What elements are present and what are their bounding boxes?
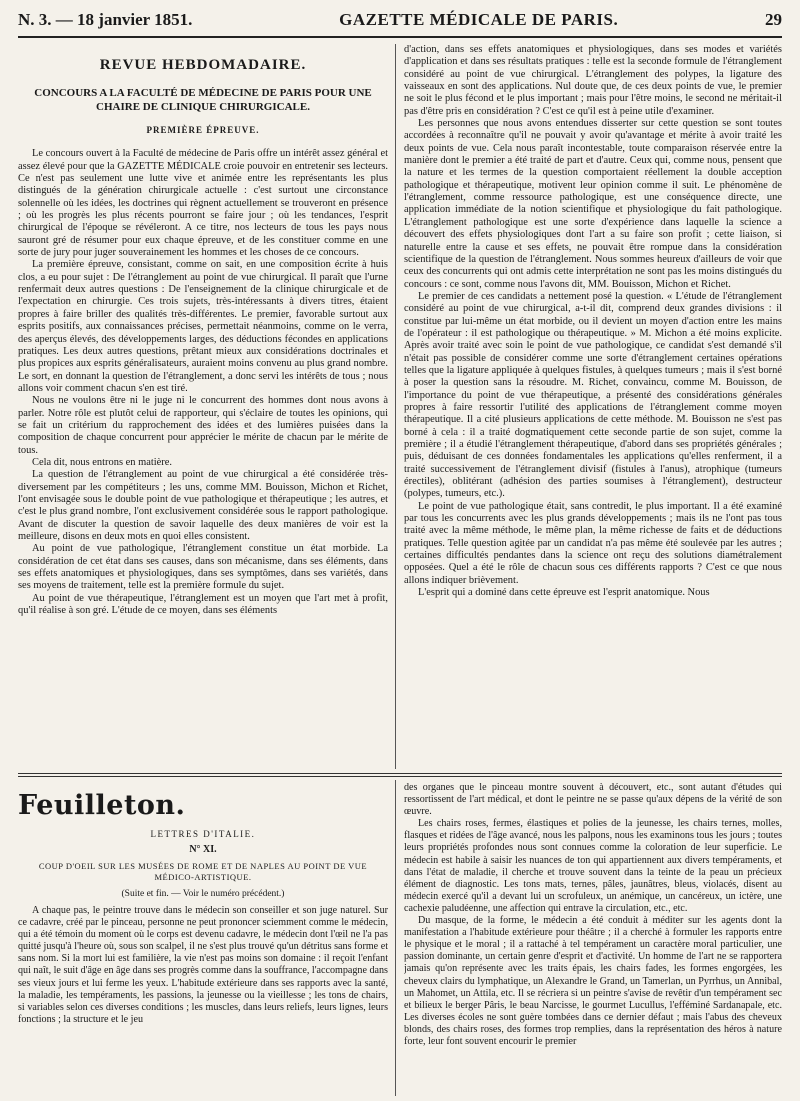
column-divider [395,44,396,769]
revue-title: REVUE HEBDOMADAIRE. [99,57,307,73]
paragraph: Nous ne voulons être ni le juge ni le concurrent des hommes dont nous avons à parler. Notre rôle est plutôt celui de rapporteur, qui s'éclaire de toutes les opinions, qui se fait un critérium du rapprochement des idées et des lumières puisées dans la composition de chaque concurrent pour apprécier le mérite de chacun par le mérite de tous. [18,395,388,456]
column-divider [395,780,396,1096]
paragraph: Au point de vue thérapeutique, l'étranglement est un moyen que l'art met à profit, qu'il réalise à son gré. L'étude de ce moyen, dans ses éléments [18,592,388,617]
page-number: 29 [764,10,782,29]
epreuve-heading: PREMIÈRE ÉPREUVE. [146,125,260,135]
paragraph: Les personnes que nous avons entendues disserter sur cette question se sont toutes accordées à reconnaître qu'il ne pouvait y avoir qu'avantage et mérite à avoir traité les deux points de vue. Cela nous paraît incontestable, toute comparaison réservée entre la manière dont le premier a été traité de part et d'autre. Ceux qui, comme nous, pensent que la nature et les termes de la question comportaient réellement la double acception pathologique et thérapeutique, motivent leur opinion comme il suit. Le phénomène de l'étranglement, comme ressource pathologique, est une conséquence directe, une application immédiate de la notion scientifique et physiologique du fait pathologique. L'étranglement pathologique est une sorte d'expérience dans laquelle la science a découvert des effets physiologiques dont l'art a su faire son profit ; cette liaison, si naturelle entre la cause et ses effets, ne pouvait être rompue dans la considération scientifique de la question de l'étranglement. Nous sommes heureux d'ailleurs de voir que ceux des concurrents qui ont admis cette interprétation ne sont pas les moins distingués du concours : ce sont, comme nous l'avons dit, MM. Bouisson, Michon et Richet. [404,118,782,290]
paragraph: A chaque pas, le peintre trouve dans le médecin son conseiller et son juge naturel. Sur ce cadavre, créé par le pinceau, personne ne peut prononcer sciemment comme le médecin, qui a été témoin du moment où le corps est devenu cadavre, le médecin dont l'œil ne l'a pas quitté jusqu'à l'heure où, sous son scalpel, il ne s'est plus trouvé qu'un détritus sans forme et sans nom. Si la mort lui est familière, la vie n'est pas moins son domaine : il reçoit l'enfant qui naît, le suit d'âge en âge dans ses progrès comme dans la souffrance, l'accompagne dans ses vieux jours et lui ferme les yeux. L'habitude extérieure dans ses rapports avec la santé, la maladie, les tempéraments, les passions, la jeunesse ou la vieillesse ; les tons de chairs, si variables selon ces diverses conditions ; les muscles, dans leurs reliefs, leurs lignes, leurs fonctions ; la structure et le jeu [18,905,388,1025]
feuilleton-series: LETTRES D'ITALIE. [150,829,256,839]
issue-date: N. 3. — 18 janvier 1851. [18,10,193,29]
revue-subtitle: CONCOURS A LA FACULTÉ DE MÉDECINE DE PARIS POUR UNE CHAIRE DE CLINIQUE CHIRURGICALE. [34,87,372,113]
feuilleton-number: N° XI. [189,844,217,855]
paragraph: La question de l'étranglement au point de vue chirurgical a été considérée très-diversement par les compétiteurs ; les uns, comme MM. Bouisson, Michon et Richet, l'ont envisagée sous le double point de vue pathologique et thérapeutique ; les autres, et c'est le plus grand nombre, l'ont exclusivement considérée sous le rapport pathologique. Avant de discuter la question de savoir laquelle des deux manières de voir est la meilleure, disons en deux mots en quoi elles consistent. [18,469,388,542]
paragraph: Du masque, de la forme, le médecin a été conduit à méditer sur les agents dont la manifestation a l'habitude extérieure pour théâtre ; il a cherché à formuler les rapports entre le physique et le moral ; il a rattaché à tel tempérament un caractère moral particulier, une passion dominante, un certain genre d'esprit et d'activité. Un homme de l'art ne se rapportera jamais qu'on représente avec les traits épais, les chairs fades, les formes engorgées, les cheveux clairs du lymphatique, un Alexandre le Grand, un Tamerlan, un Pyrrhus, un Annibal, un Mahomet, un Attila, etc. Il se récriera si un peintre s'avise de revêtir d'un tempérament sec et bilieux le berger Pâris, le beau Narcisse, le gourmet Lucullus, l'efféminé Sardanapale, etc. Les diverses écoles ne sont guère tombées dans ce dernier défaut ; mais l'abus des cheveux blonds, des chairs roses, des formes trop remplies, dans la représentation des héros à nature forte, leur font souvent encourir le premier [404,915,782,1047]
revue-left-column [18,44,388,769]
paragraph: Le premier de ces candidats a nettement posé la question. « L'étude de l'étranglement considéré au point de vue chirurgical, a-t-il dit, comprend deux grandes divisions : il constitue par lui-même un état morbide, ou il devient un moyen d'action entre les mains de l'opérateur : il est pathologique ou thérapeutique. » M. Michon a été moins explicite. Après avoir traité avec soin le point de vue pathologique, ce candidat s'est demandé s'il n'était pas possible de considérer comme une sorte d'étranglement certaines opérations telles que la ligature appliquée à quelques fistules, à quelques tumeurs ; mais il s'est borné à poser la question sans la résoudre. M. Richet, convaincu, comme M. Bouisson, de l'importance du point de vue thérapeutique, a présenté des considérations générales propres à faire ressortir l'utilité des applications de l'étranglement comme moyen thérapeutique. Il a cité plusieurs applications de cette méthode. M. Bouisson ne s'est pas borné à cela : il a traité dogmatiquement cette seconde partie de son sujet, comme la première ; il a étudié l'étranglement thérapeutique, d'abord dans ses propriétés générales ; puis, déduisant de ces données fondamentales les applications qu'elles renferment, il a traité successivement de l'étranglement divisif (fistules à l'anus), atrophique (tumeurs érectiles), oblitérant (adhésion des parties soumises à l'étranglement), destructeur (polypes, tumeurs, etc.). [404,290,782,500]
feuilleton-title: Feuilleton. [18,790,186,821]
feuilleton-left-column [18,780,388,1096]
paragraph: Au point de vue pathologique, l'étranglement constitue un état morbide. La considération de cet état dans ses causes, dans son mécanisme, dans ses éléments, dans ses effets anatomiques et physiologiques, dans ses symptômes, dans ses variétés, dans ses moyens de traitement, telle est la première formule du sujet. [18,543,388,592]
journal-title: GAZETTE MÉDICALE DE PARIS. [339,10,619,29]
paragraph: Cela dit, nous entrons en matière. [32,456,172,468]
paragraph: Le concours ouvert à la Faculté de médecine de Paris offre un intérêt assez général et assez élevé pour que la GAZETTE MÉDICALE croie pouvoir en entretenir ses lecteurs. Ce n'est pas seulement une lutte vive et animée entre les représentants les plus distingués de la génération chirurgicale actuelle : c'est surtout une circonstance solennelle où les idées, les doctrines qui règnent actuellement se trouveront en présence ; où les progrès les plus récents pourront se faire jour ; où les tendances, l'esprit chirurgical de l'époque se révéleront. A ce titre, nos lecteurs de tous les pays nous sauront gré de résumer pour eux chaque épreuve, et de les constituer comme en une sorte de jury pour juger souverainement les hommes et les choses de ce concours. [18,148,388,259]
paragraph: des organes que le pinceau montre souvent à découvert, etc., sont autant d'études qui ressortissent de l'art médical, et dont le peintre ne se passe qu'aux dépens de la vérité de son œuvre. [404,782,782,818]
paragraph: Le point de vue pathologique était, sans contredit, le plus important. Il a été examiné par tous les concurrents avec les plus grands développements ; mais ils ne l'ont pas tous traité avec la même méthode, le même plan, la même richesse de faits et de déductions pratiques. Telle question agitée par un candidat n'a pas même été soulevée par les autres ; certaines difficultés pendantes dans la science ont reçu des solutions diamétralement opposées. Quel a été le rôle de chacun sous ces différents rapports ? C'est ce que nous allons indiquer brièvement. [404,500,782,586]
feuilleton-right-column [404,782,782,1096]
paragraph: d'action, dans ses effets anatomiques et physiologiques, dans ses modes et variétés d'application et dans ses résultats pratiques : telle est la seconde formule de l'étranglement considéré au point de vue chirurgical. L'étranglement des polypes, la ligature des vaisseaux en sont des applications. Nul doute que, de ces deux points de vue, le premier ne soit le plus fécond et le plus important ; mais pour l'être moins, le second ne méritait-il pas d'être pris en considération ? C'est ce qu'il est à peine utile d'examiner. [404,44,782,117]
paragraph: Les chairs roses, fermes, élastiques et polies de la jeunesse, les chairs ternes, molles, flasques et ridées de l'âge avancé, nous les palpons, nous les examinons tous les jours ; toutes leurs propriétés profondes nous sont connues comme la coloration de leur superficie. Le médecin est habile à saisir les nuances de ton qui appartiennent aux divers tempéraments, et dans l'état de maladie, il cherche et trouve souvent dans la teinte de la peau un précieux élément de diagnostic. Les tons mats, ternes, pâles, jaunâtres, bleus, violacés, disent au médecin exercé qu'il a devant lui un scrofuleux, un anémique, un cancéreux, un ictère, une cachexie paludéenne, une affection qui entrave la circulation, etc., etc. [404,818,782,914]
feuilleton-suite: (Suite et fin. — Voir le numéro précédent.) [121,889,285,899]
paragraph: La première épreuve, consistant, comme on sait, en une composition écrite à huis clos, a eu pour sujet : De l'étranglement au point de vue chirurgical. Il paraît que l'urne renfermait deux autres questions : De l'enseignement de la clinique chirurgicale et de l'expectation en chirurgie. Ces trois sujets, très-intéressants à divers titres, étaient propres à faire briller des qualités très-différentes. Le premier, favorable surtout aux esprits positifs, aux connaissances précises, permettait néanmoins, comme on le verra, des aperçus élevés, des développements larges, des déductions fécondes en applications pratiques. Les deux autres questions, prêtant mieux aux considérations doctrinales et plus propices aux esprits généralisateurs, auraient moins convenu au plus grand nombre. Le sort, en donnant la question de l'étranglement, a donc servi les intérêts de tous ; nous allons voir comment chacun s'en est tiré. [18,259,388,394]
paragraph: L'esprit qui a dominé dans cette épreuve est l'esprit anatomique. Nous [418,587,710,599]
page-header [18,10,782,38]
revue-right-column [404,44,782,769]
feuilleton-heading: COUP D'OEIL SUR LES MUSÉES DE ROME ET DE NAPLES AU POINT DE VUE MÉDICO-ARTISTIQUE. [38,861,368,882]
section-divider [18,773,782,777]
